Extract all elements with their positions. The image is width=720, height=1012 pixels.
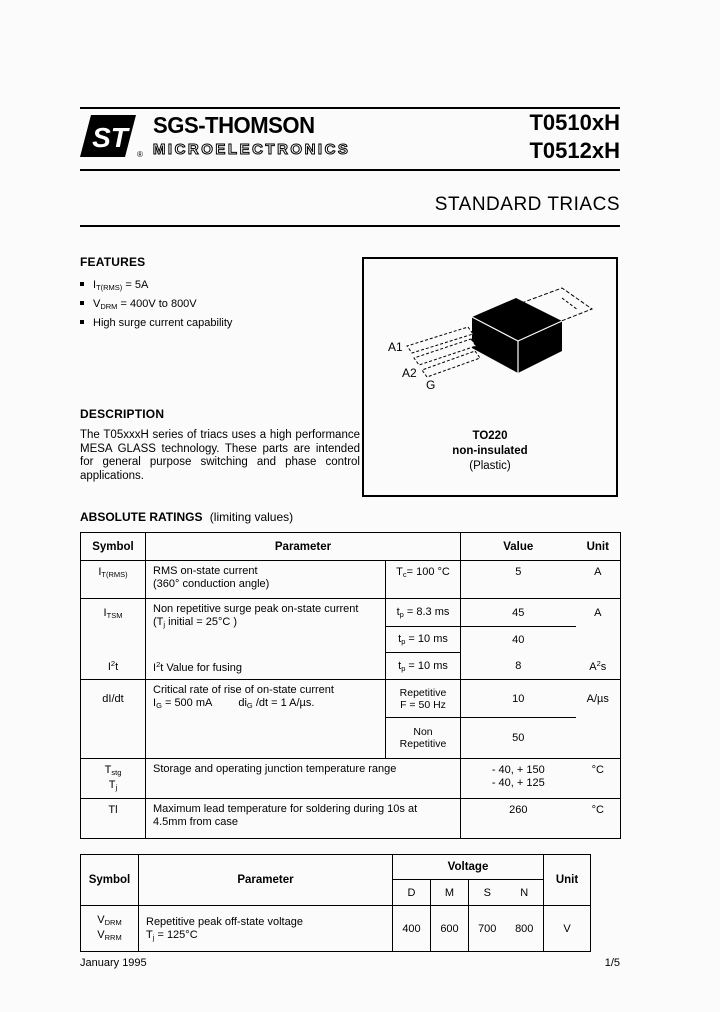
package-name: TO220 [472,430,508,442]
symbol-tstg-tj: $T_{stg}$ $T_j$ [81,759,146,799]
value-n: 800 [506,906,544,952]
list-item [80,279,232,292]
voltage-col-m: M [431,880,469,906]
footer-page-number: 1/5 [604,957,620,969]
value-didt: 10 50 [461,680,576,759]
absolute-ratings-table [80,532,621,839]
table-row [81,599,621,680]
value-itsm-i2t: 45 40 8 [461,599,576,680]
value-tl: 260 [461,799,576,839]
cond-itsm-i2t: $t_p = 8.3$ ms $t_p = 10$ ms $t_p = 10$ ms [386,599,461,680]
voltage-col-n: N [506,880,544,906]
table-row [81,759,621,799]
unit-didt: A/µs [576,680,621,759]
param-tstg: Storage and operating junction temperature range [146,759,461,799]
voltage-table [80,854,591,952]
pin-label-a2: A2 [402,366,417,380]
col-header-voltage: Voltage [393,855,544,880]
description-text: The T05xxxH series of triacs uses a high performance MESA GLASS technology. These parts are intended for general purpose switching and phase control applications. [80,429,360,482]
list-item [80,298,232,311]
col-header-symbol: Symbol [81,533,146,561]
part-numbers [529,109,620,165]
svg-text:ST: ST [92,122,128,153]
symbol-vdrm-vrrm: $V_{DRM}$ $V_{RRM}$ [81,906,139,952]
pin-label-a1: A1 [388,340,403,354]
param-tl: Maximum lead temperature for soldering during 10s at 4.5mm from case [146,799,461,839]
unit-tl: °C [576,799,621,839]
brand-name: SGS-THOMSON [152,112,315,138]
part-number-1: T0510xH [529,110,620,135]
cond-it-rms: $T_c= 100$ °C [386,561,461,599]
value-d: 400 [393,906,431,952]
company-logo [80,113,350,161]
param-didt: Critical rate of rise of on-state current $I_G = 500$ mA $di_G$ /dt = 1 A/µs. [146,680,386,759]
col-header-symbol: Symbol [81,855,139,906]
col-header-value: Value [461,533,576,561]
features-list [80,279,232,335]
package-insulation: non-insulated [452,445,528,457]
table-row [81,680,621,759]
st-logo-icon [80,113,136,161]
table-row [81,906,591,952]
voltage-col-d: D [393,880,431,906]
bullet-square-icon [80,320,84,324]
brand-subname: MICROELECTRONICS [152,141,351,158]
value-s: 700 [469,906,506,952]
package-material: (Plastic) [469,460,511,472]
col-header-parameter: Parameter [146,533,461,561]
unit-itsm-i2t: A $A^2s$ [576,599,621,680]
page-title: STANDARD TRIACS [434,194,620,215]
unit-it-rms: A [576,561,621,599]
pin-label-g: G [426,378,436,392]
symbol-it-rms: $I_{T(RMS)}$ [81,561,146,599]
col-header-parameter: Parameter [139,855,393,906]
unit-vdrm: V [544,906,591,952]
bullet-square-icon [80,301,84,305]
param-itsm-i2t: Non repetitive surge peak on-state current ($T_j$ initial = 25°C ) $I^2t$ Value for fusing [146,599,386,680]
param-vdrm: Repetitive peak off-state voltage $T_j = 125^\circ C$ [139,906,393,952]
symbol-tl: Tl [81,799,146,839]
value-m: 600 [431,906,469,952]
value-tstg: - 40, + 150 - 40, + 125 [461,759,576,799]
voltage-col-s: S [469,880,506,906]
package-figure-box [362,257,618,497]
subtitle-rule [80,225,620,227]
table-row [81,561,621,599]
col-header-unit: Unit [544,855,591,906]
cond-didt: Repetitive F = 50 Hz Non Repetitive [386,680,461,759]
list-item [80,317,232,329]
col-header-unit: Unit [576,533,621,561]
footer-date: January 1995 [80,957,147,969]
param-it-rms: RMS on-state current (360° conduction angle) [146,561,386,599]
registered-mark: ® [137,150,143,159]
feature-text: High surge current capability [93,317,233,329]
bullet-square-icon [80,282,84,286]
features-heading: FEATURES [80,255,146,269]
ratings-heading: ABSOLUTE RATINGS (limiting values) [80,510,294,524]
package-caption [364,429,616,474]
value-it-rms: 5 [461,561,576,599]
part-number-2: T0512xH [529,138,620,163]
description-heading: DESCRIPTION [80,407,165,421]
feature-text: $I_{T(RMS)} = 5A$ [93,279,149,292]
feature-text: $V_{DRM} = 400V$ to 800V [93,298,197,311]
header-mid-rule [80,169,620,171]
table-row [81,799,621,839]
to220-package-drawing-icon [364,285,616,435]
symbol-didt: dI/dt [81,680,146,759]
unit-tstg: °C [576,759,621,799]
symbol-itsm-i2t: $I_{TSM}$ $I^2t$ [81,599,146,680]
